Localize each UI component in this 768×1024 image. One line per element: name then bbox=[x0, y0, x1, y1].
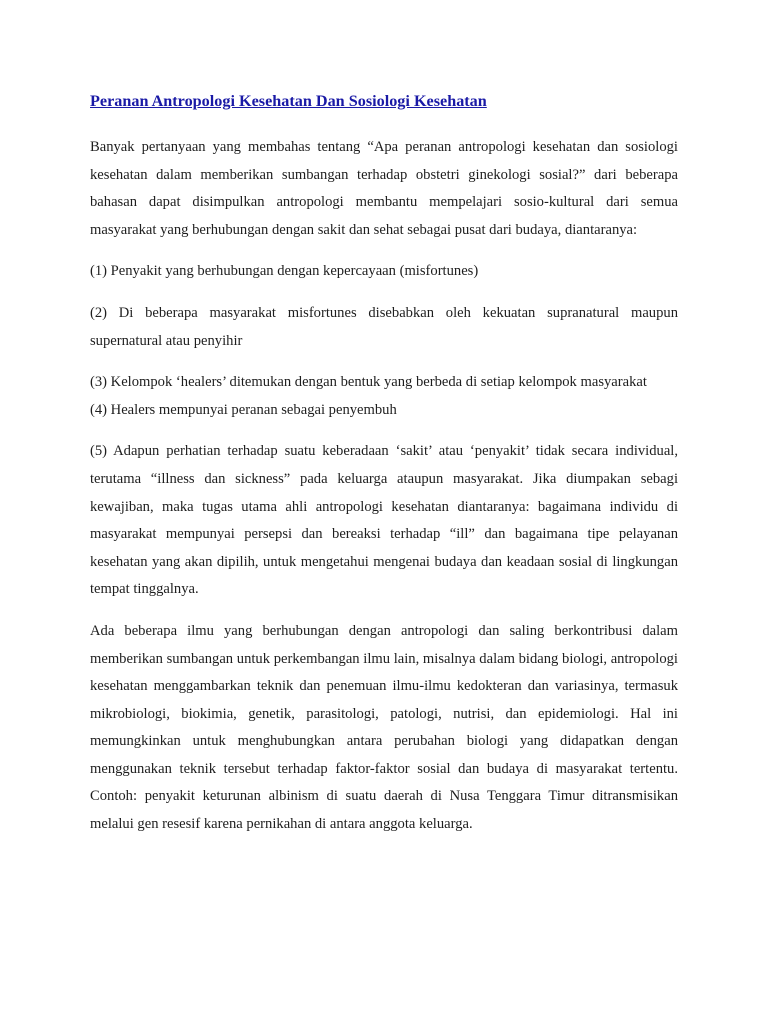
title-link[interactable]: Peranan Antropologi Kesehatan Dan Sosiologi Kesehatan bbox=[90, 92, 487, 110]
paragraph-point-1: (1) Penyakit yang berhubungan dengan kepercayaan (misfortunes) bbox=[90, 263, 479, 280]
paragraph-point-4: (4) Healers mempunyai peranan sebagai penyembuh bbox=[90, 401, 397, 418]
paragraph-related-sciences: Ada beberapa ilmu yang berhubungan dengan antropologi dan saling berkontribusi dalam memberikan sumbangan untuk perkembangan ilmu lain, misalnya dalam bidang biologi, antropologi kesehatan menggambarkan teknik dan penemuan ilmu-ilmu kedokteran dan variasinya, termasuk mikrobiologi, biokimia, genetik, parasitologi, patologi, nutrisi, dan epidemiologi. Hal ini memungkinkan untuk menghubungkan antara perubahan biologi yang didapatkan dengan menggunakan teknik tersebut terhadap faktor-faktor sosial dan budaya di masyarakat tertentu. Contoh: penyakit keturunan albinism di suatu daerah di Nusa Tenggara Timur ditransmisikan melalui gen resesif karena pernikahan di antara anggota keluarga. bbox=[90, 622, 678, 833]
paragraph-point-5: (5) Adapun perhatian terhadap suatu keberadaan ‘sakit’ atau ‘penyakit’ tidak secara individual, terutama “illness dan sickness” pada keluarga ataupun masyarakat. Jika diumpakan sebagi kewajiban, maka tugas utama ahli antropologi kesehatan diantaranya: bagaimana individu di masyarakat mempunyai persepsi dan bereaksi terhadap “ill” dan bagaimana tipe pelayanan kesehatan yang akan dipilih, untuk mengetahui mengenai budaya dan keadaan sosial di lingkungan tempat tinggalnya. bbox=[90, 443, 678, 598]
paragraph-point-2: (2) Di beberapa masyarakat misfortunes disebabkan oleh kekuatan supranatural maupun supernatural atau penyihir bbox=[90, 304, 678, 349]
paragraph-intro: Banyak pertanyaan yang membahas tentang “Apa peranan antropologi kesehatan dan sosiologi kesehatan dalam memberikan sumbangan terhadap obstetri ginekologi sosial?” dari beberapa bahasan dapat disimpulkan antropologi membantu mempelajari sosio-kultural dari semua masyarakat yang berhubungan dengan sakit dan sehat sebagai pusat dari budaya, diantaranya: bbox=[90, 139, 678, 238]
document-page bbox=[90, 88, 678, 853]
document-title bbox=[90, 88, 678, 114]
paragraph-point-3: (3) Kelompok ‘healers’ ditemukan dengan bentuk yang berbeda di setiap kelompok masyarakat bbox=[90, 374, 647, 391]
